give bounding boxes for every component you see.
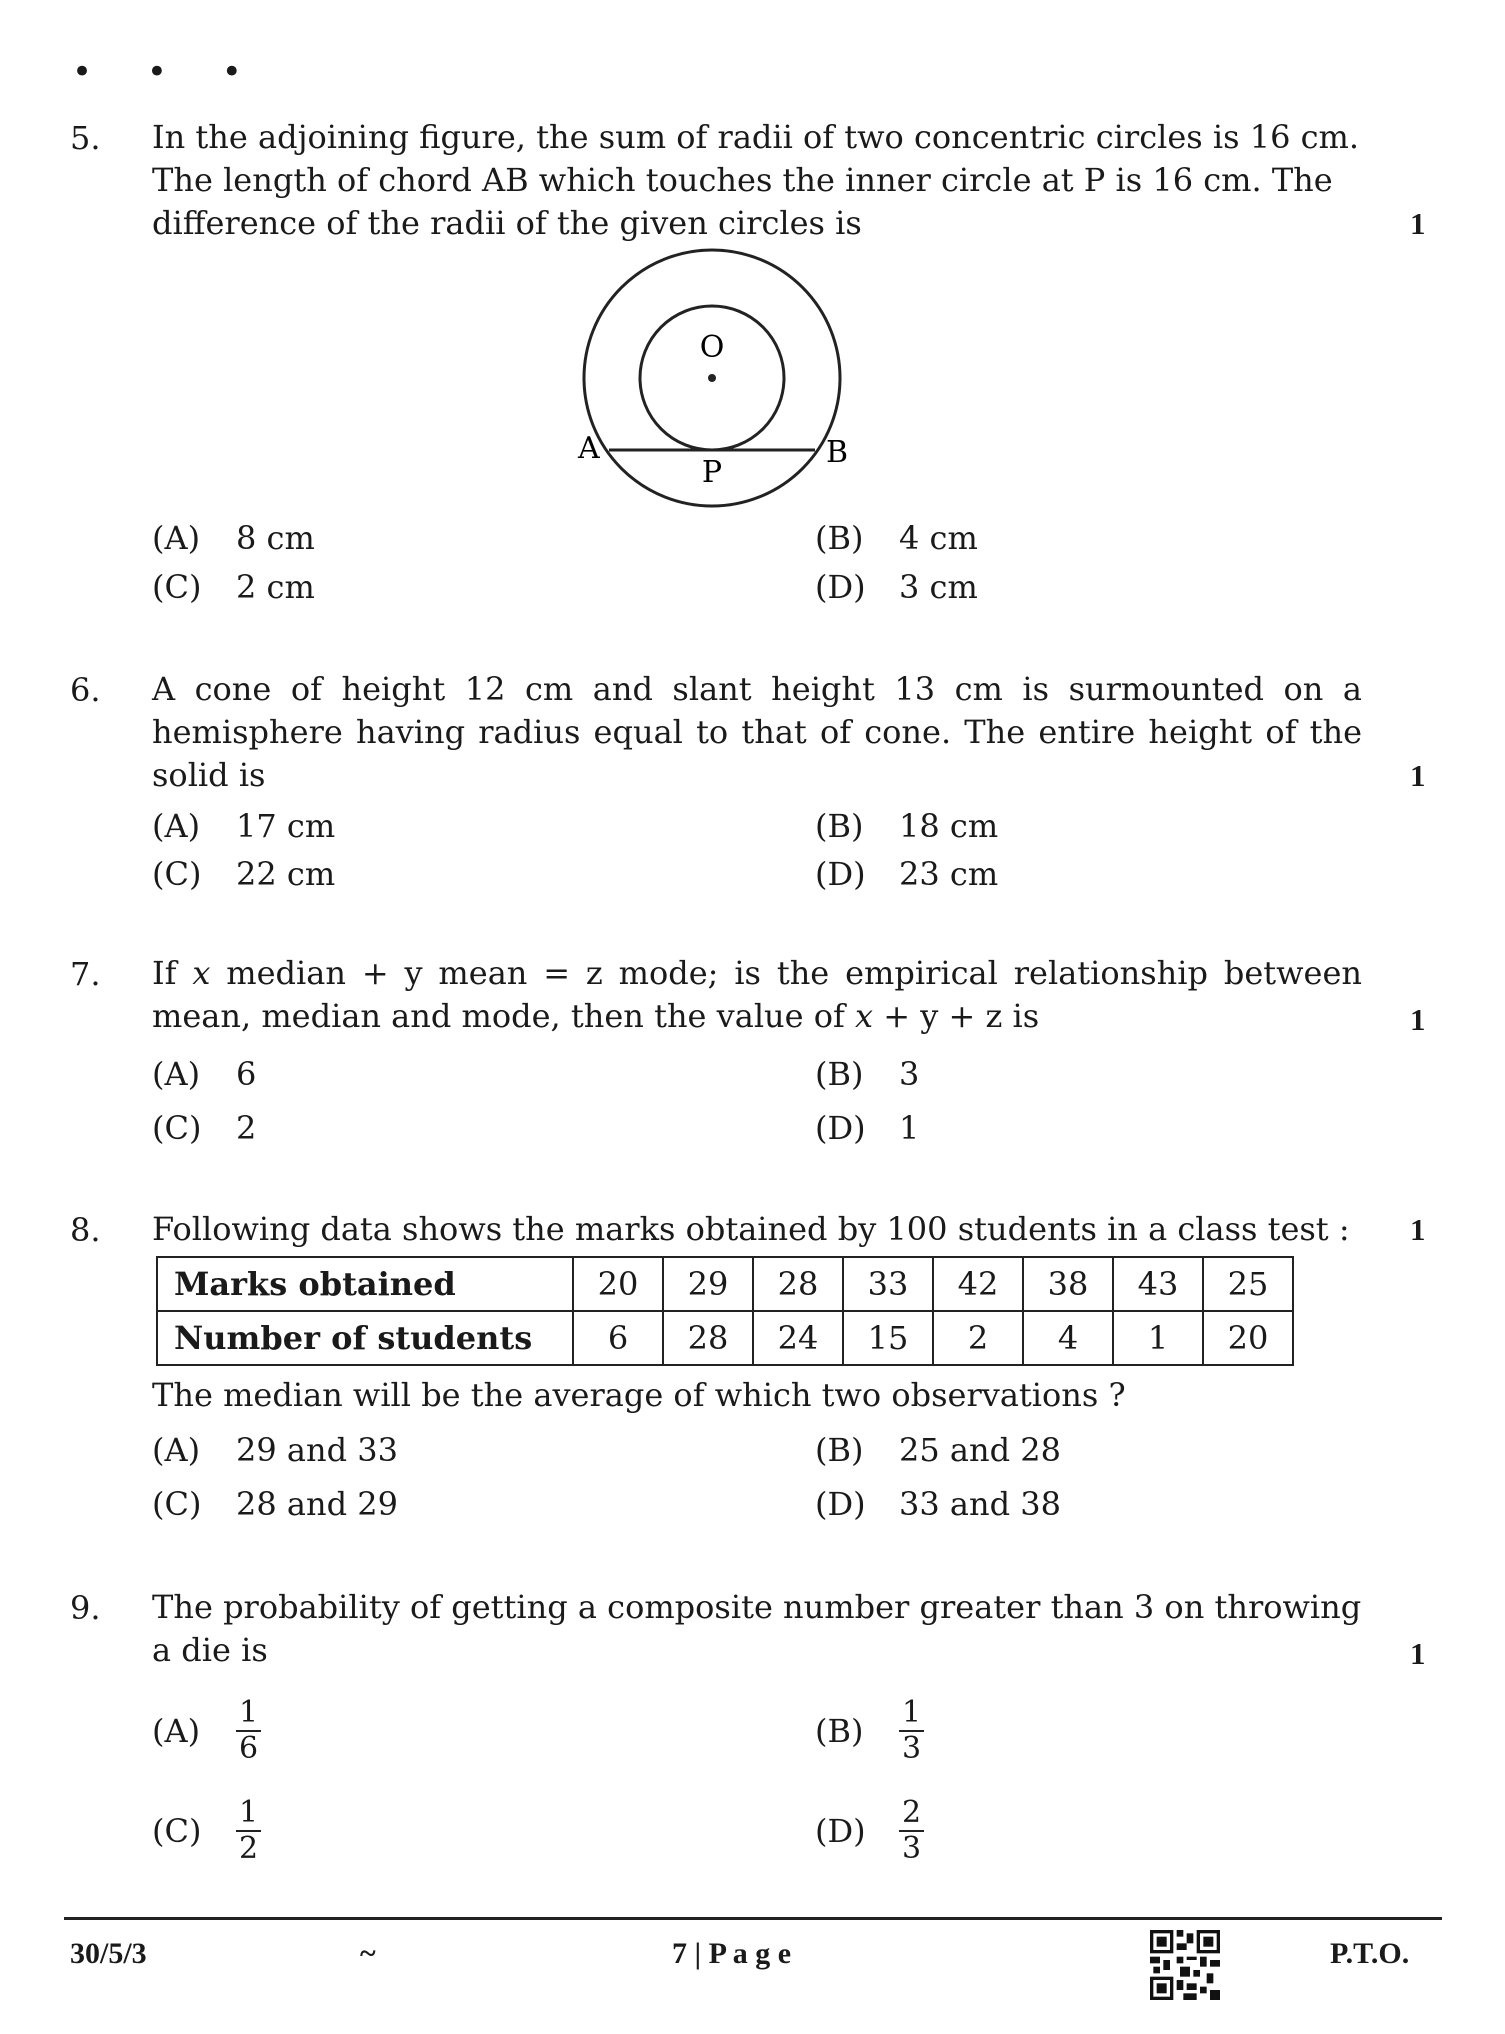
option-text: 33 and 38 — [899, 1485, 1061, 1523]
paper-code: 30/5/3 — [70, 1937, 147, 1970]
fraction-numerator: 1 — [236, 1696, 261, 1732]
footer-divider — [64, 1917, 1442, 1920]
question-8-prompt: The median will be the average of which two observations ? — [152, 1376, 1126, 1414]
question-6-option-c — [152, 852, 335, 896]
question-7-line-1 — [152, 952, 1362, 995]
table-cell: 15 — [843, 1311, 933, 1365]
table-header-marks: Marks obtained — [157, 1257, 573, 1311]
question-5-line-1: In the adjoining figure, the sum of radii of two concentric circles is 16 cm. — [152, 118, 1360, 156]
fraction — [899, 1696, 924, 1766]
question-9-option-b — [815, 1696, 924, 1766]
question-6-number: 6. — [70, 671, 101, 709]
option-label: (D) — [815, 568, 866, 606]
question-6-marks: 1 — [1410, 758, 1426, 793]
question-5-number: 5. — [70, 119, 101, 157]
option-text: 6 — [236, 1055, 257, 1093]
question-6-line-2: hemisphere having radius equal to that of cone. The entire height of the — [152, 713, 1362, 751]
table-row-students — [157, 1311, 1293, 1365]
option-text: 4 cm — [899, 519, 978, 557]
option-label: (C) — [152, 855, 202, 893]
question-5-option-b — [815, 516, 978, 560]
header-dots: • • • — [72, 52, 264, 92]
option-label: (C) — [152, 1812, 202, 1850]
table-cell: 29 — [663, 1257, 753, 1311]
fraction-numerator: 1 — [899, 1696, 924, 1732]
table-cell: 25 — [1203, 1257, 1293, 1311]
question-7-marks: 1 — [1410, 1002, 1426, 1037]
page-number: 7 | P a g e — [672, 1937, 792, 1970]
table-cell: 20 — [1203, 1311, 1293, 1365]
question-6-line-1: A cone of height 12 cm and slant height 13 cm is surmounted on a — [152, 670, 1362, 708]
option-text: 22 cm — [236, 855, 336, 893]
option-label: (A) — [152, 1055, 201, 1093]
fraction-denominator: 6 — [239, 1731, 259, 1766]
option-label: (A) — [152, 1712, 201, 1750]
question-9-line-2: a die is — [152, 1631, 268, 1669]
question-8-number: 8. — [70, 1211, 101, 1249]
fraction — [236, 1696, 261, 1766]
table-cell: 28 — [663, 1311, 753, 1365]
pto-label: P.T.O. — [1330, 1937, 1410, 1970]
option-label: (D) — [815, 1812, 866, 1850]
label-a: A — [578, 431, 600, 466]
option-label: (D) — [815, 1485, 866, 1523]
question-9-text — [152, 1586, 1362, 1672]
table-cell: 4 — [1023, 1311, 1113, 1365]
question-5-text — [152, 116, 1362, 245]
table-cell: 6 — [573, 1311, 663, 1365]
table-cell: 43 — [1113, 1257, 1203, 1311]
option-label: (A) — [152, 1431, 201, 1469]
question-7-number: 7. — [70, 955, 101, 993]
variable-x: x — [192, 954, 211, 992]
option-text: 3 — [899, 1055, 920, 1093]
question-5-line-3: difference of the radii of the given circles is — [152, 204, 862, 242]
footer-tilde: ~ — [360, 1937, 376, 1970]
table-cell: 42 — [933, 1257, 1023, 1311]
question-6-option-d — [815, 852, 998, 896]
label-o: O — [699, 330, 725, 365]
table-cell: 28 — [753, 1257, 843, 1311]
fraction-denominator: 3 — [902, 1731, 922, 1766]
fraction-denominator: 2 — [239, 1831, 259, 1866]
table-cell: 2 — [933, 1311, 1023, 1365]
text-segment: If — [152, 954, 193, 992]
table-cell: 20 — [573, 1257, 663, 1311]
question-6-text — [152, 668, 1362, 797]
label-p: P — [701, 455, 723, 490]
option-text: 3 cm — [899, 568, 978, 606]
question-7-text — [152, 952, 1362, 1038]
question-8-option-d — [815, 1482, 1061, 1526]
question-8-option-c — [152, 1482, 398, 1526]
option-text: 25 and 28 — [899, 1431, 1061, 1469]
table-cell: 24 — [753, 1311, 843, 1365]
question-7-option-d — [815, 1106, 919, 1150]
table-header-students: Number of students — [157, 1311, 573, 1365]
question-7-option-c — [152, 1106, 256, 1150]
option-label: (B) — [815, 1431, 864, 1469]
option-label: (D) — [815, 1109, 866, 1147]
question-7-option-a — [152, 1052, 256, 1096]
option-text: 29 and 33 — [236, 1431, 398, 1469]
qr-code-icon — [1150, 1930, 1220, 2000]
table-cell: 1 — [1113, 1311, 1203, 1365]
text-segment: mean, median and mode, then the value of — [152, 997, 856, 1035]
option-text: 2 cm — [236, 568, 315, 606]
fraction-numerator: 1 — [236, 1796, 261, 1832]
question-6-line-3: solid is — [152, 756, 266, 794]
question-6-option-b — [815, 804, 998, 848]
option-label: (C) — [152, 1109, 202, 1147]
option-label: (B) — [815, 519, 864, 557]
question-7-option-b — [815, 1052, 919, 1096]
option-label: (B) — [815, 1055, 864, 1093]
question-6-option-a — [152, 804, 335, 848]
center-point-o — [708, 374, 716, 382]
question-9-option-c — [152, 1796, 261, 1866]
fraction — [236, 1796, 261, 1866]
question-5-line-2: The length of chord AB which touches the inner circle at P is 16 cm. The — [152, 161, 1333, 199]
text-segment: + y + z is — [873, 997, 1040, 1035]
option-text: 28 and 29 — [236, 1485, 398, 1523]
option-label: (B) — [815, 807, 864, 845]
option-label: (C) — [152, 568, 202, 606]
question-9-marks: 1 — [1410, 1636, 1426, 1671]
question-9-line-1: The probability of getting a composite number greater than 3 on throwing — [152, 1588, 1362, 1626]
option-label: (B) — [815, 1712, 864, 1750]
option-label: (A) — [152, 807, 201, 845]
concentric-circles-figure — [560, 240, 860, 520]
question-9-option-d — [815, 1796, 924, 1866]
option-text: 17 cm — [236, 807, 336, 845]
question-9-option-a — [152, 1696, 261, 1766]
option-text: 8 cm — [236, 519, 315, 557]
text-segment: median + y mean = z mode; is the empirical relationship between — [210, 954, 1363, 992]
option-label: (D) — [815, 855, 866, 893]
question-7-line-2 — [152, 995, 1362, 1038]
option-text: 1 — [899, 1109, 920, 1147]
variable-x: x — [855, 997, 874, 1035]
question-5-marks: 1 — [1410, 206, 1426, 241]
question-8-text: Following data shows the marks obtained by 100 students in a class test : — [152, 1210, 1350, 1248]
table-cell: 38 — [1023, 1257, 1113, 1311]
fraction — [899, 1796, 924, 1866]
option-label: (C) — [152, 1485, 202, 1523]
question-5-option-d — [815, 565, 978, 609]
label-b: B — [826, 435, 849, 470]
option-text: 2 — [236, 1109, 257, 1147]
question-5-option-c — [152, 565, 315, 609]
table-cell: 33 — [843, 1257, 933, 1311]
fraction-numerator: 2 — [899, 1796, 924, 1832]
option-text: 23 cm — [899, 855, 999, 893]
marks-data-table — [156, 1256, 1294, 1366]
question-8-option-a — [152, 1428, 398, 1472]
option-label: (A) — [152, 519, 201, 557]
option-text: 18 cm — [899, 807, 999, 845]
question-9-number: 9. — [70, 1589, 101, 1627]
question-8-option-b — [815, 1428, 1061, 1472]
question-8-marks: 1 — [1410, 1212, 1426, 1247]
fraction-denominator: 3 — [902, 1831, 922, 1866]
table-row-marks — [157, 1257, 1293, 1311]
question-5-option-a — [152, 516, 315, 560]
